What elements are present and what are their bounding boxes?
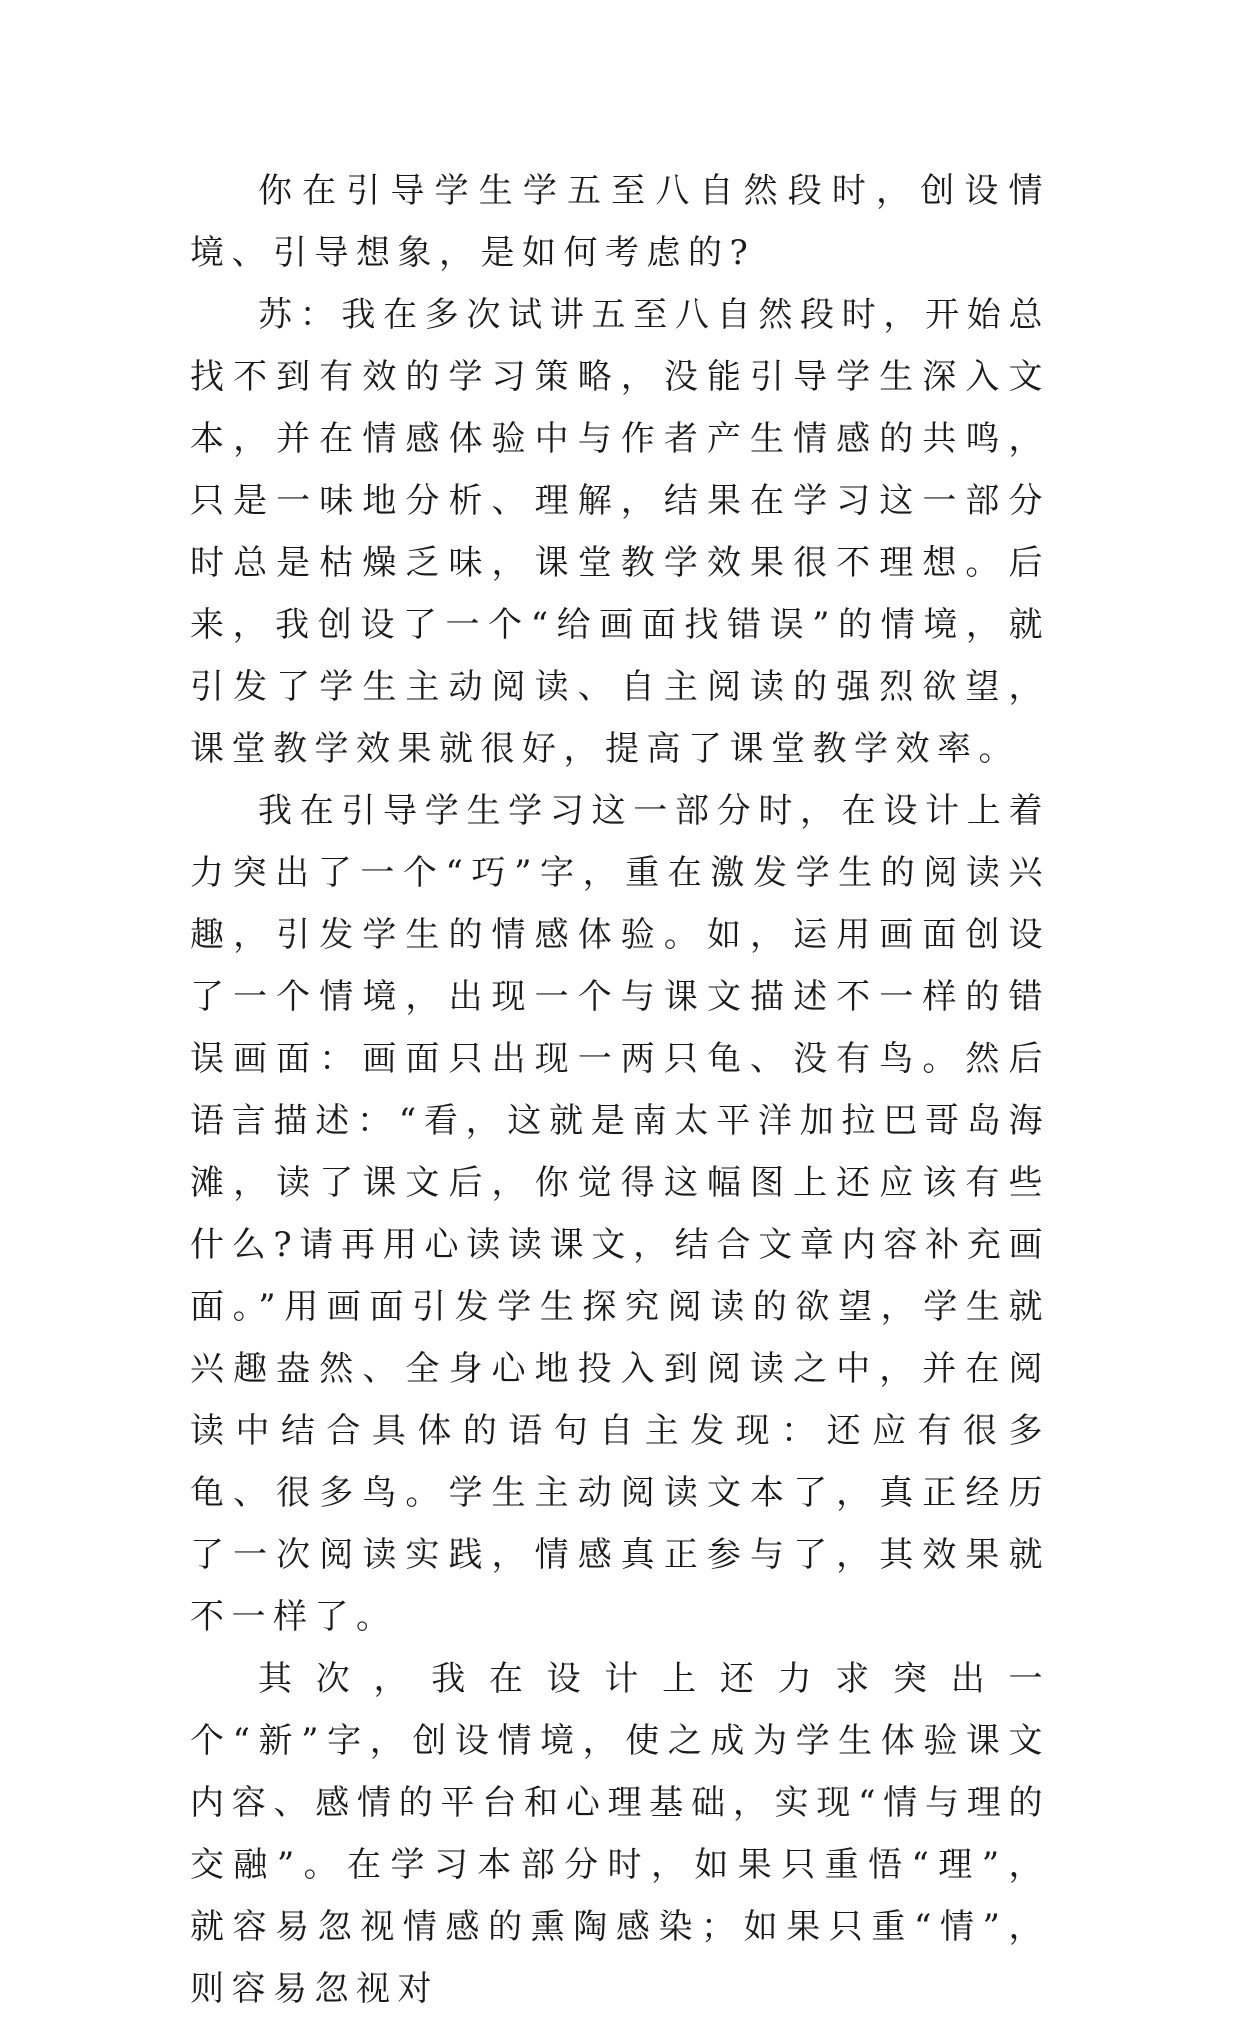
document-body <box>190 160 1050 2020</box>
paragraph-2: 苏：我在多次试讲五至八自然段时，开始总找不到有效的学习策略，没能引导学生深入文本，并在情感体验中与作者产生情感的共鸣，只是一味地分析、理解，结果在学习这一部分时总是枯燥乏味，课堂教学效果很不理想。后来，我创设了一个“给画面找错误”的情境，就引发了学生主动阅读、自主阅读的强烈欲望，课堂教学效果就很好，提高了课堂教学效率。 <box>190 295 1050 769</box>
paragraph-3: 我在引导学生学习这一部分时，在设计上着力突出了一个“巧”字，重在激发学生的阅读兴趣，引发学生的情感体验。如，运用画面创设了一个情境，出现一个与课文描述不一样的错误画面：画面只出现一两只龟、没有鸟。然后语言描述：“看，这就是南太平洋加拉巴哥岛海滩，读了课文后，你觉得这幅图上还应该有些什么?请再用心读读课文，结合文章内容补充画面。”用画面引发学生探究阅读的欲望，学生就兴趣盎然、全身心地投入到阅读之中，并在阅读中结合具体的语句自主发现：还应有很多龟、很多鸟。学生主动阅读文本了，真正经历了一次阅读实践，情感真正参与了，其效果就不一样了。 <box>190 791 1050 1637</box>
paragraph-1: 你在引导学生学五至八自然段时，创设情境、引导想象，是如何考虑的? <box>190 171 1050 273</box>
paragraph-4: 其次，我在设计上还力求突出一个“新”字，创设情境，使之成为学生体验课文内容、感情的平台和心理基础，实现“情与理的交融”。在学习本部分时，如果只重悟“理”，就容易忽视情感的熏陶感染；如果只重“情”，则容易忽视对 <box>190 1659 1050 2009</box>
